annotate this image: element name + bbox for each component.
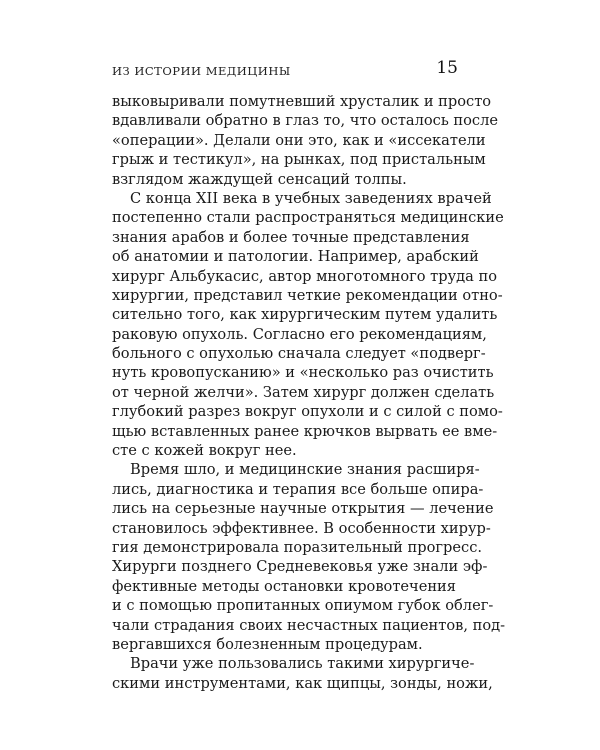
paragraph [112, 189, 504, 460]
paragraph [112, 92, 499, 189]
text-line: выковыривали помутневший хрусталик и просто [112, 93, 492, 110]
text-line: больного с опухолью сначала следует «подверг- [112, 345, 486, 363]
text-line: хирург Альбукасис, автор многотомного труда по [112, 267, 498, 285]
page-number: 15 [436, 58, 458, 78]
text-line: глубокий разрез вокруг опухоли и с силой с помо- [112, 403, 503, 421]
paragraph [112, 654, 493, 693]
text-line: вергавшихся болезненным процедурам. [112, 635, 423, 653]
text-line: об анатомии и патологии. Например, арабский [112, 248, 479, 266]
text-line: становилось эффективнее. В особенности хирур- [112, 519, 491, 537]
text-line: хирургии, представил четкие рекомендации отно- [112, 286, 503, 304]
text-line: грыж и тестикул», на рынках, под пристальным [112, 151, 486, 169]
text-line: сительно того, как хирургическим путем удалить [112, 306, 498, 324]
text-line: скими инструментами, как щипцы, зонды, ножи, [112, 674, 493, 692]
text-line: лись на серьезные научные открытия — лечение [112, 500, 494, 518]
text-line: Время шло, и медицинские знания расширя- [130, 461, 480, 479]
text-line: вдавливали обратно в глаз то, что осталось после [112, 112, 499, 130]
text-line: Хирурги позднего Средневековья уже знали эф- [112, 558, 488, 576]
text-line: взглядом жаждущей сенсаций толпы. [112, 170, 407, 188]
text-line: чали страдания своих несчастных пациентов, под- [112, 616, 506, 634]
text-line: сте с кожей вокруг нее. [112, 442, 297, 460]
text-line: фективные методы остановки кровотечения [112, 577, 456, 595]
text-line: от черной желчи». Затем хирург должен сделать [112, 383, 495, 401]
text-line: Врачи уже пользовались такими хирургиче- [130, 655, 475, 673]
paragraph [112, 460, 506, 654]
text-line: С конца XII века в учебных заведениях врачей [130, 189, 492, 207]
text-line: знания арабов и более точные представления [112, 228, 470, 246]
text-line: нуть кровопусканию» и «несколько раз очистить [112, 364, 494, 382]
text-line: постепенно стали распространяться медицинские [112, 209, 504, 227]
body-text [112, 92, 506, 693]
text-line: щью вставленных ранее крючков вырвать ее вме- [112, 422, 498, 440]
text-line: лись, диагностика и терапия все больше опира- [112, 480, 484, 498]
text-line: раковую опухоль. Согласно его рекомендациям, [112, 325, 487, 343]
text-line: гия демонстрировала поразительный прогресс. [112, 538, 483, 556]
text-line: и с помощью пропитанных опиумом губок облег- [112, 597, 494, 615]
text-line: «операции». Делали они это, как и «иссекатели [112, 131, 486, 149]
running-title: ИЗ ИСТОРИИ МЕДИЦИНЫ [112, 64, 291, 78]
page-header [108, 58, 458, 86]
